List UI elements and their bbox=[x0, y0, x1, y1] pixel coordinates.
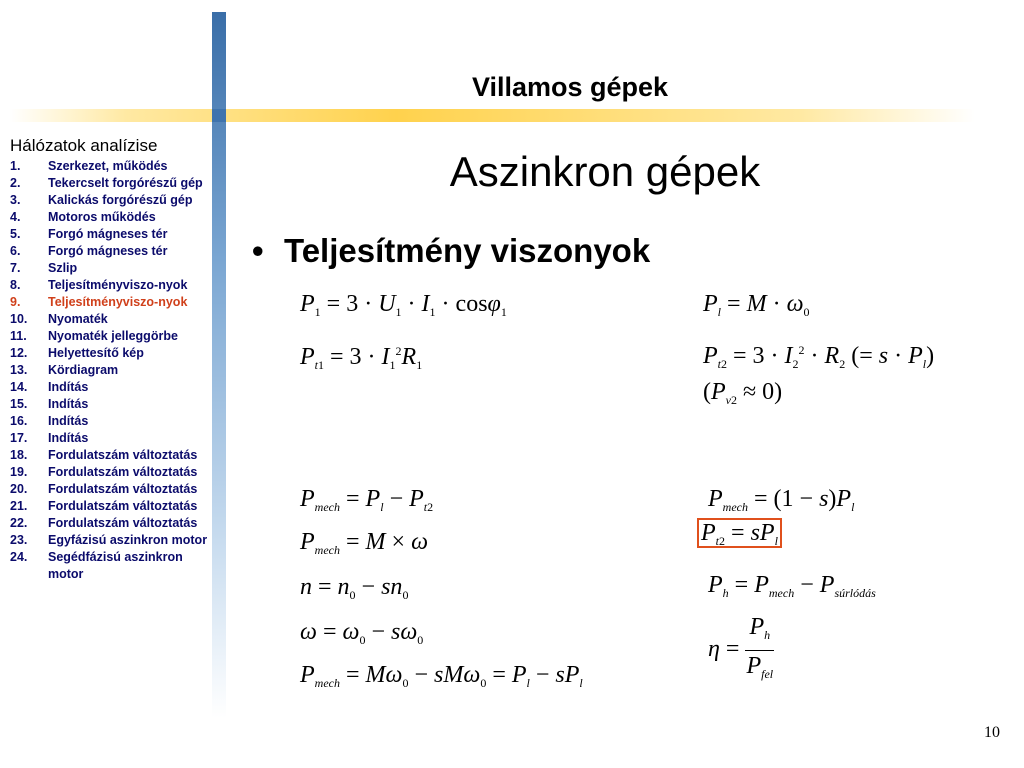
sidebar-item-number: 22. bbox=[10, 516, 28, 530]
sidebar-item-label: Forgó mágneses tér bbox=[48, 244, 168, 258]
sidebar-item-number: 4. bbox=[10, 210, 21, 224]
sidebar-item-label: Fordulatszám változtatás bbox=[48, 448, 198, 462]
equation-pt2-boxed bbox=[697, 519, 782, 555]
sidebar-nav bbox=[10, 136, 210, 583]
sidebar-item[interactable] bbox=[10, 481, 210, 498]
sidebar-item[interactable] bbox=[10, 379, 210, 396]
equation-pt2: $P_{t2} = 3 \cdot I_2^2 \cdot R_2$ (= $s \cdot P_l$) bbox=[703, 343, 935, 371]
sidebar-item[interactable] bbox=[10, 532, 210, 549]
sidebar-item[interactable] bbox=[10, 345, 210, 362]
sidebar-item-number: 5. bbox=[10, 227, 21, 241]
sidebar-item-number: 19. bbox=[10, 465, 28, 479]
equation-pmech-2: $P_{mech} = M \times \omega$ bbox=[300, 529, 429, 557]
sidebar-item-number: 8. bbox=[10, 278, 21, 292]
sidebar-item-number: 15. bbox=[10, 397, 28, 411]
sidebar-item-number: 2. bbox=[10, 176, 21, 190]
sidebar-item-number: 21. bbox=[10, 499, 28, 513]
sidebar-item-number: 20. bbox=[10, 482, 28, 496]
sidebar-item-label: Kalickás forgórészű gép bbox=[48, 193, 193, 207]
sidebar-item-label: Nyomaték bbox=[48, 312, 108, 326]
sidebar-item[interactable] bbox=[10, 447, 210, 464]
sidebar-item-label: Egyfázisú aszinkron motor bbox=[48, 533, 208, 547]
sidebar-item-label: Szerkezet, működés bbox=[48, 159, 168, 173]
sidebar-item-label: Fordulatszám változtatás bbox=[48, 499, 198, 513]
sidebar-item[interactable] bbox=[10, 175, 210, 192]
sidebar-item-number: 10. bbox=[10, 312, 28, 326]
equation-pv2: $(P_{v2} \approx 0)$ bbox=[703, 379, 783, 407]
sidebar-item-label: Teljesítményviszo-nyok bbox=[48, 278, 188, 292]
sidebar-item-number: 23. bbox=[10, 533, 28, 547]
sidebar-item[interactable] bbox=[10, 294, 210, 311]
sidebar-item[interactable] bbox=[10, 515, 210, 532]
sidebar-item-number: 11. bbox=[10, 329, 27, 343]
sidebar-item[interactable] bbox=[10, 277, 210, 294]
sidebar-item-number: 3. bbox=[10, 193, 21, 207]
header-title: Villamos gépek bbox=[471, 72, 669, 102]
equation-pmech-1: $P_{mech} = P_l - P_{t2}$ bbox=[300, 486, 434, 514]
sidebar-title: Hálózatok analízise bbox=[10, 136, 158, 155]
sidebar-item-number: 7. bbox=[10, 261, 21, 275]
sidebar-item[interactable] bbox=[10, 209, 210, 226]
sidebar-item-label: Nyomaték jelleggörbe bbox=[48, 329, 178, 343]
bullet-dot: • bbox=[252, 232, 264, 269]
sidebar-item-number: 1. bbox=[10, 159, 21, 173]
equation-p1: $P_1 = 3 \cdot U_1 \cdot I_1 \cdot \cos\varphi_1$ bbox=[300, 291, 507, 319]
sidebar-item-label: Fordulatszám változtatás bbox=[48, 465, 198, 479]
sidebar-item-label: Indítás bbox=[48, 414, 89, 428]
sidebar-item[interactable] bbox=[10, 260, 210, 277]
bullet-text: Teljesítmény viszonyok bbox=[284, 232, 651, 269]
sidebar-item-label: Indítás bbox=[48, 431, 89, 445]
equation-pl: $P_l = M \cdot \omega_0$ bbox=[703, 291, 810, 319]
equation-efficiency: η = $\frac{P_h}{P_{fel}}$ bbox=[708, 612, 774, 689]
page-number: 10 bbox=[984, 724, 1000, 741]
sidebar-item[interactable] bbox=[10, 464, 210, 481]
sidebar-item-label: Kördiagram bbox=[48, 363, 119, 377]
horizontal-accent-bar bbox=[10, 109, 975, 122]
sidebar-item-label: Fordulatszám változtatás bbox=[48, 516, 198, 530]
slide-title: Aszinkron gépek bbox=[449, 148, 761, 195]
highlight-box: $P_{t2} = sP_l$ bbox=[697, 518, 782, 548]
sidebar-item-label: Motoros működés bbox=[48, 210, 156, 224]
sidebar-item-label: Szlip bbox=[48, 261, 78, 275]
sidebar-item[interactable] bbox=[10, 362, 210, 379]
sidebar-item-number: 13. bbox=[10, 363, 28, 377]
equation-ph: $P_h = P_{mech} - P_{súrlódás}$ bbox=[708, 572, 876, 600]
sidebar-item-number: 17. bbox=[10, 431, 28, 445]
sidebar-item-number: 6. bbox=[10, 244, 21, 258]
sidebar-item-label: Fordulatszám változtatás bbox=[48, 482, 198, 496]
sidebar-item[interactable] bbox=[10, 549, 210, 583]
sidebar-item[interactable] bbox=[10, 396, 210, 413]
sidebar-item[interactable] bbox=[10, 243, 210, 260]
sidebar-item-number: 18. bbox=[10, 448, 28, 462]
equation-pmech-4: $P_{mech} = (1 - s)P_l$ bbox=[708, 486, 855, 514]
equation-pt1: $P_{t1} = 3 \cdot I_1^2R_1$ bbox=[300, 344, 423, 372]
sidebar-item-number: 16. bbox=[10, 414, 28, 428]
sidebar-item-label: Segédfázisú aszinkron motor bbox=[48, 550, 183, 581]
sidebar-item-label: Indítás bbox=[48, 380, 89, 394]
sidebar-item-label: Forgó mágneses tér bbox=[48, 227, 168, 241]
accent-bar-junction bbox=[212, 109, 226, 122]
sidebar-item[interactable] bbox=[10, 328, 210, 345]
sidebar-item-label: Indítás bbox=[48, 397, 89, 411]
sidebar-item[interactable] bbox=[10, 158, 210, 175]
sidebar-item[interactable] bbox=[10, 192, 210, 209]
sidebar-item-number: 9. bbox=[10, 295, 21, 309]
equation-n: $n = n_0 - sn_0$ bbox=[300, 574, 409, 602]
sidebar-item-label: Tekercselt forgórészű gép bbox=[48, 176, 203, 190]
bullet-heading bbox=[252, 232, 650, 270]
sidebar-item[interactable] bbox=[10, 430, 210, 447]
sidebar-item-label: Teljesítményviszo-nyok bbox=[48, 295, 188, 309]
efficiency-fraction: $\frac{P_h}{P_{fel}}$ bbox=[746, 614, 774, 681]
equation-pmech-3: $P_{mech} = M\omega_0 - sM\omega_0 = P_l - sP_l$ bbox=[300, 662, 583, 690]
sidebar-list bbox=[10, 158, 210, 583]
sidebar-item-number: 14. bbox=[10, 380, 28, 394]
sidebar-item-label: Helyettesítő kép bbox=[48, 346, 144, 360]
sidebar-item-number: 12. bbox=[10, 346, 28, 360]
sidebar-item[interactable] bbox=[10, 311, 210, 328]
equation-omega: $\omega = \omega_0 - s\omega_0$ bbox=[300, 619, 424, 647]
sidebar-item[interactable] bbox=[10, 226, 210, 243]
sidebar-item[interactable] bbox=[10, 413, 210, 430]
sidebar-item-number: 24. bbox=[10, 550, 28, 564]
sidebar-item[interactable] bbox=[10, 498, 210, 515]
